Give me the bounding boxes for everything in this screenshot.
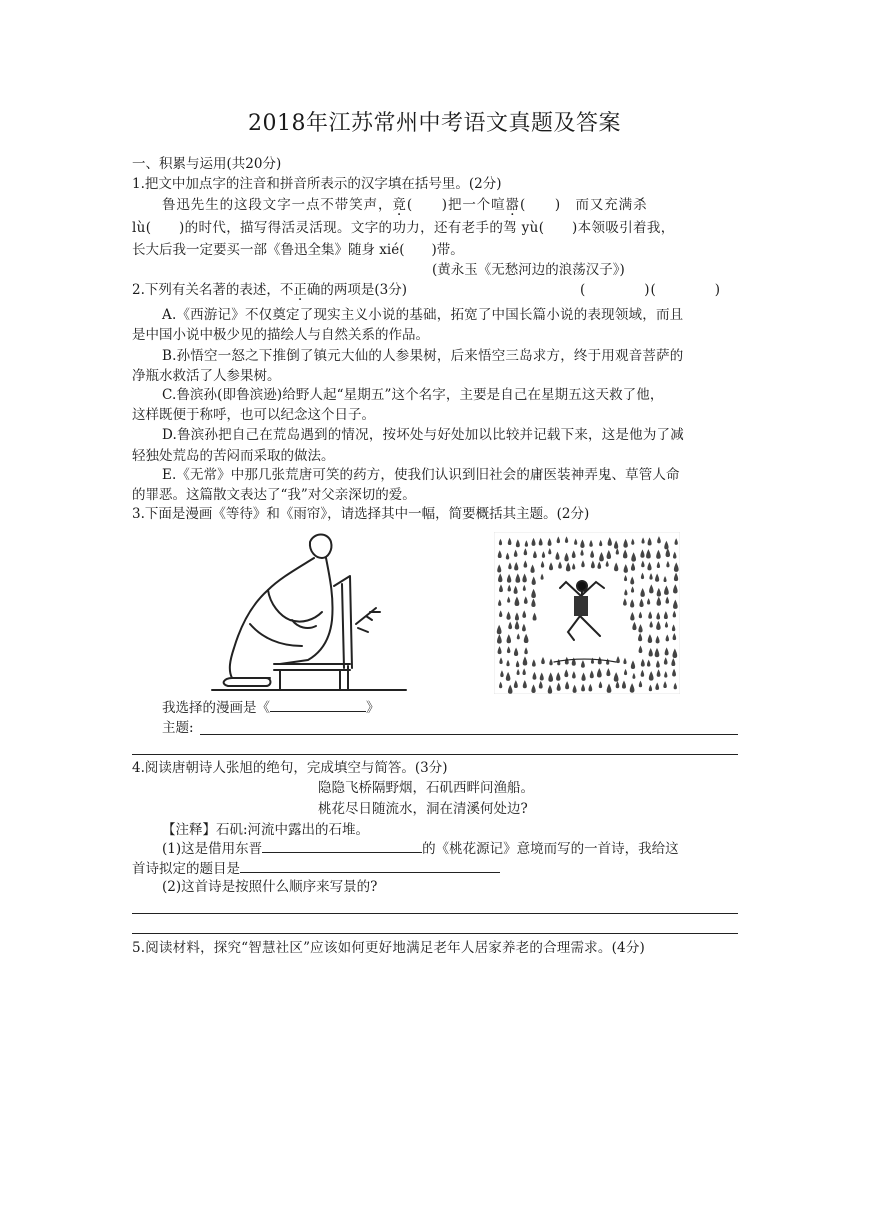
q2-answer-parens: ( )( ) <box>580 282 722 298</box>
q4-note: 【注释】石矶:河流中露出的石堆。 <box>162 822 370 838</box>
q2-stem: 2.下列有关名著的表述，不正确的两项是(3分) <box>132 282 408 298</box>
q2-option-a-line1: A.《西游记》不仅奠定了现实主义小说的基础，拓宽了中国长篇小说的表现领域，而且 <box>162 307 684 323</box>
q2-option-c-line2: 这样既便于称呼，也可以纪念这个日子。 <box>132 407 375 423</box>
dotted-char-xiao: 嚣 <box>505 197 520 213</box>
q2-option-b-line2: 净瓶水救活了人参果树。 <box>132 368 281 384</box>
poem-line-1: 隐隐飞桥隔野烟，石矶西畔问渔船。 <box>318 780 534 796</box>
q1-stem: 1.把文中加点字的注音和拼音所表示的汉字填在括号里。(2分) <box>132 176 502 192</box>
theme-answer-line-2[interactable] <box>132 754 738 755</box>
q3-stem: 3.下面是漫画《等待》和《雨帘》，请选择其中一幅，简要概括其主题。(2分) <box>132 506 590 522</box>
q2-option-b-line1: B.孙悟空一怒之下推倒了镇元大仙的人参果树，后来悟空三岛求方，终于用观音菩萨的 <box>162 348 684 364</box>
q2-option-d-line1: D.鲁滨孙把自己在荒岛遇到的情况，按坏处与好处加以比较并记载下来，这是他为了减 <box>162 427 684 443</box>
q5-stem: 5.阅读材料，探究“智慧社区”应该如何更好地满足老年人居家养老的合理需求。(4分) <box>132 940 646 956</box>
q4-sub1-line2: 首诗拟定的题目是 <box>132 858 738 879</box>
q1-passage-line2: lù( )的时代，描写得活灵活现。文字的功力，还有老手的驾 yù( )本领吸引着我， <box>132 220 675 236</box>
q2-option-e-line2: 的罪恶。这篇散文表达了“我”对父亲深切的爱。 <box>132 487 416 503</box>
q3-choice-line: 我选择的漫画是《 》 <box>162 697 738 718</box>
q3-theme-label: 主题: <box>162 720 194 736</box>
author-blank[interactable] <box>262 838 422 853</box>
q2-option-e-line1: E.《无常》中那几张荒唐可笑的药方，使我们认识到旧社会的庸医装神弄鬼、草管人命 <box>162 467 680 483</box>
poem-line-2: 桃花尽日随流水，洞在清溪何处边? <box>318 801 528 817</box>
q2-option-c-line1: C.鲁滨孙(即鲁滨逊)给野人起“星期五”这个名字，主要是自己在星期五这天救了他， <box>162 387 664 403</box>
dotted-words: 不正确 <box>279 282 321 298</box>
sub2-answer-line-2[interactable] <box>132 933 738 934</box>
q1-passage-line3: 长大后我一定要买一部《鲁迅全集》随身 xié( )带。 <box>132 242 464 258</box>
q4-sub2: (2)这首诗是按照什么顺序来写景的? <box>162 879 378 895</box>
poem-title-blank[interactable] <box>240 858 500 873</box>
sub2-answer-line-1[interactable] <box>132 913 738 914</box>
q1-passage-line1: 鲁迅先生的这段文字一点不带笑声，竟( )把一个喧嚣( ) 而又充满杀 <box>162 197 648 213</box>
q1-source: (黄永玉《无愁河边的浪荡汉子》) <box>432 262 625 278</box>
q2-option-a-line2: 是中国小说中极少见的描绘人与自然关系的作品。 <box>132 327 429 343</box>
q4-stem: 4.阅读唐朝诗人张旭的绝句，完成填空与简答。(3分) <box>132 760 448 776</box>
q2-option-d-line2: 轻独处荒岛的苦闷而采取的做法。 <box>132 448 335 464</box>
theme-answer-line-1[interactable] <box>200 734 738 735</box>
page-title: 2018年江苏常州中考语文真题及答案 <box>248 111 621 136</box>
comic-choice-blank[interactable] <box>270 697 366 712</box>
cartoon-rain-curtain-image <box>494 532 680 694</box>
cartoon-waiting-image <box>210 528 410 692</box>
q4-sub1-line1: (1)这是借用东晋 的《桃花源记》意境而写的一首诗，我给这 <box>162 838 738 859</box>
section-heading: 一、积累与运用(共20分) <box>132 156 282 172</box>
dotted-char-jing: 竟 <box>392 197 407 213</box>
